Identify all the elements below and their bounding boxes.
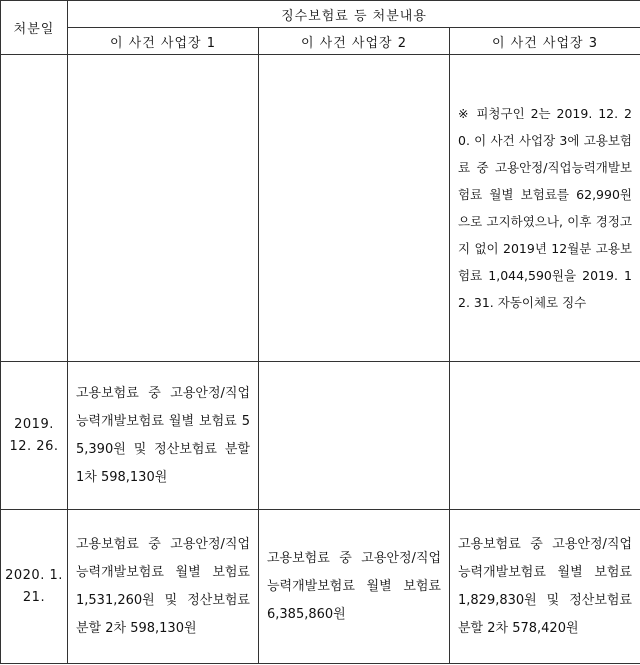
site-1-cell: 고용보험료 중 고용안정/직업능력개발보험료 월별 보험료 55,390원 및 정산보험료 분할 1차 598,130원 [68,362,259,510]
site-3-cell: 고용보험료 중 고용안정/직업능력개발보험료 월별 보험료 1,829,830원 및 정산보험료 분할 2차 578,420원 [450,510,640,664]
date-header: 처분일 [1,1,68,55]
site-1-cell: 고용보험료 중 고용안정/직업능력개발보험료 월별 보험료 1,531,260원 및 정산보험료 분할 2차 598,130원 [68,510,259,664]
date-cell [1,55,68,362]
table-row [1,55,640,362]
column-header-site-2: 이 사건 사업장 2 [259,28,450,55]
site-2-cell [259,55,450,362]
site-2-cell [259,362,450,510]
site-2-cell: 고용보험료 중 고용안정/직업능력개발보험료 월별 보험료 6,385,860원 [259,510,450,664]
site-1-cell [68,55,259,362]
table-row [1,510,640,664]
site-3-note-cell: ※ 피청구인 2는 2019. 12. 20. 이 사건 사업장 3에 고용보험료 중 고용안정/직업능력개발보험료 월별 보험료를 62,990원으로 고지하였으나, 이후 경정고지 없이 2019년 12월분 고용보험료 1,044,590원을 2019. 12. 31. 자동이체로 징수 [450,55,640,362]
date-cell: 2019. 12. 26. [1,362,68,510]
group-header: 징수보험료 등 처분내용 [68,1,640,28]
column-header-site-1: 이 사건 사업장 1 [68,28,259,55]
header-row-1 [1,1,640,28]
site-3-cell [450,362,640,510]
table-row [1,362,640,510]
header-row-2 [1,28,640,55]
date-cell: 2020. 1. 21. [1,510,68,664]
column-header-site-3: 이 사건 사업장 3 [450,28,640,55]
